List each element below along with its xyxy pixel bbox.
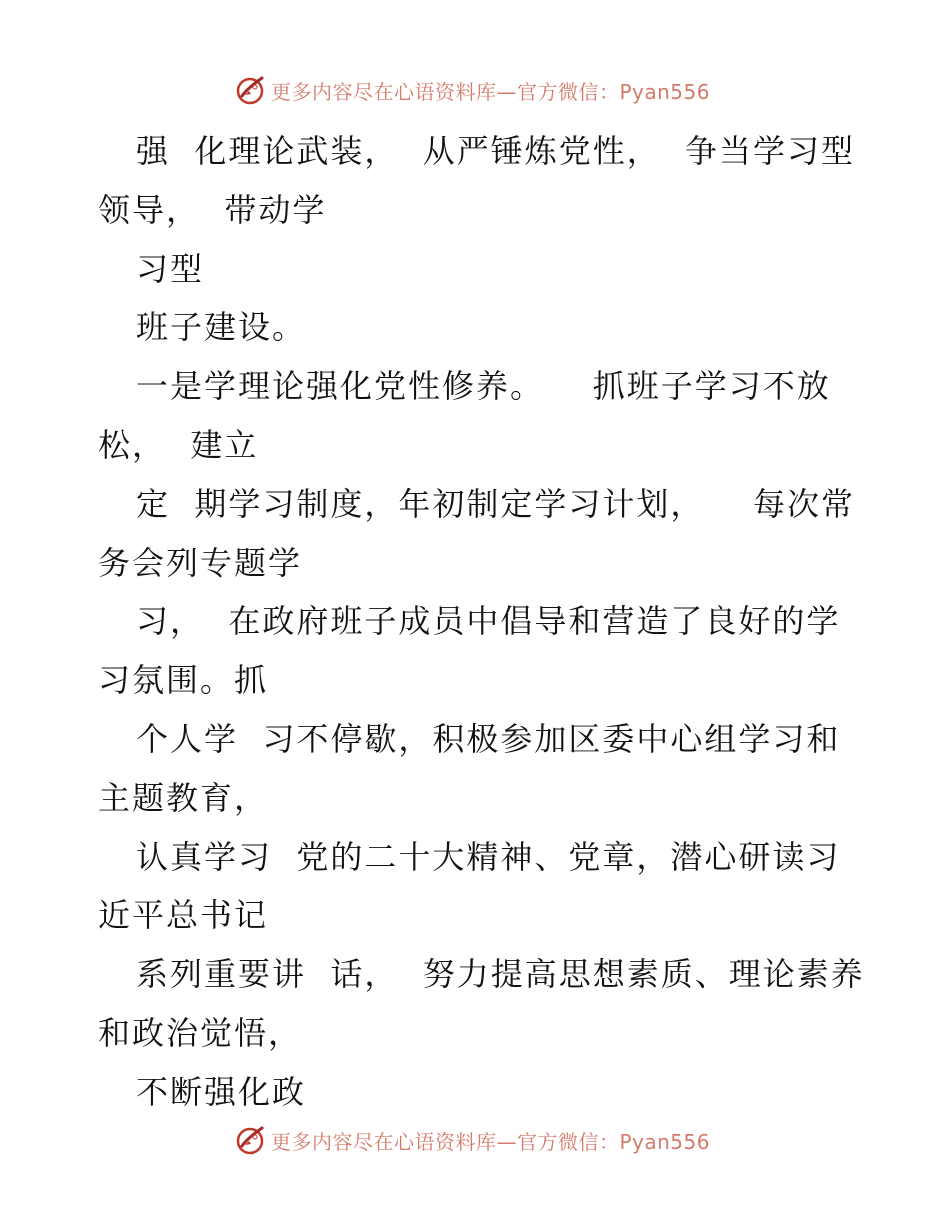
text-line: 松， 建立 [98,425,259,464]
pen-logo-icon [235,74,267,106]
text-line: 和政治觉悟， [98,1013,303,1052]
pen-logo-icon [235,1124,267,1156]
text-line: 系列重要讲 话， 努力提高思想素质、理论素养 [136,955,865,994]
watermark-group [235,1124,710,1156]
header-watermark [0,70,950,110]
footer-watermark [0,1120,950,1160]
text-line: 习氛围。抓 [98,661,269,700]
document-body [98,122,865,1122]
text-line: 务会列专题学 [98,543,303,582]
text-line: 习， 在政府班子成员中倡导和营造了良好的学 [136,602,841,641]
text-line: 班子建设。 [136,308,307,347]
watermark-text: 更多内容尽在心语资料库—官方微信：Pyan556 [270,1129,710,1154]
text-line: 主题教育， [98,778,269,817]
text-line: 不断强化政 [136,1072,307,1111]
text-line: 强 化理论武装， 从严锤炼党性， 争当学习型 [136,132,856,170]
text-line: 习型 [136,249,205,288]
text-line: 一是学理论强化党性修养。 抓班子学习不放 [136,367,831,406]
text-line: 个人学 习不停歇，积极参加区委中心组学习和 [136,719,841,758]
watermark-text: 更多内容尽在心语资料库—官方微信：Pyan556 [270,79,710,104]
text-line: 领导， 带动学 [98,190,327,229]
text-line: 认真学习 党的二十大精神、党章，潜心研读习 [136,837,841,876]
text-line: 定 期学习制度，年初制定学习计划， 每次常 [136,484,856,523]
text-line: 近平总书记 [98,896,269,935]
watermark-group [235,74,710,106]
